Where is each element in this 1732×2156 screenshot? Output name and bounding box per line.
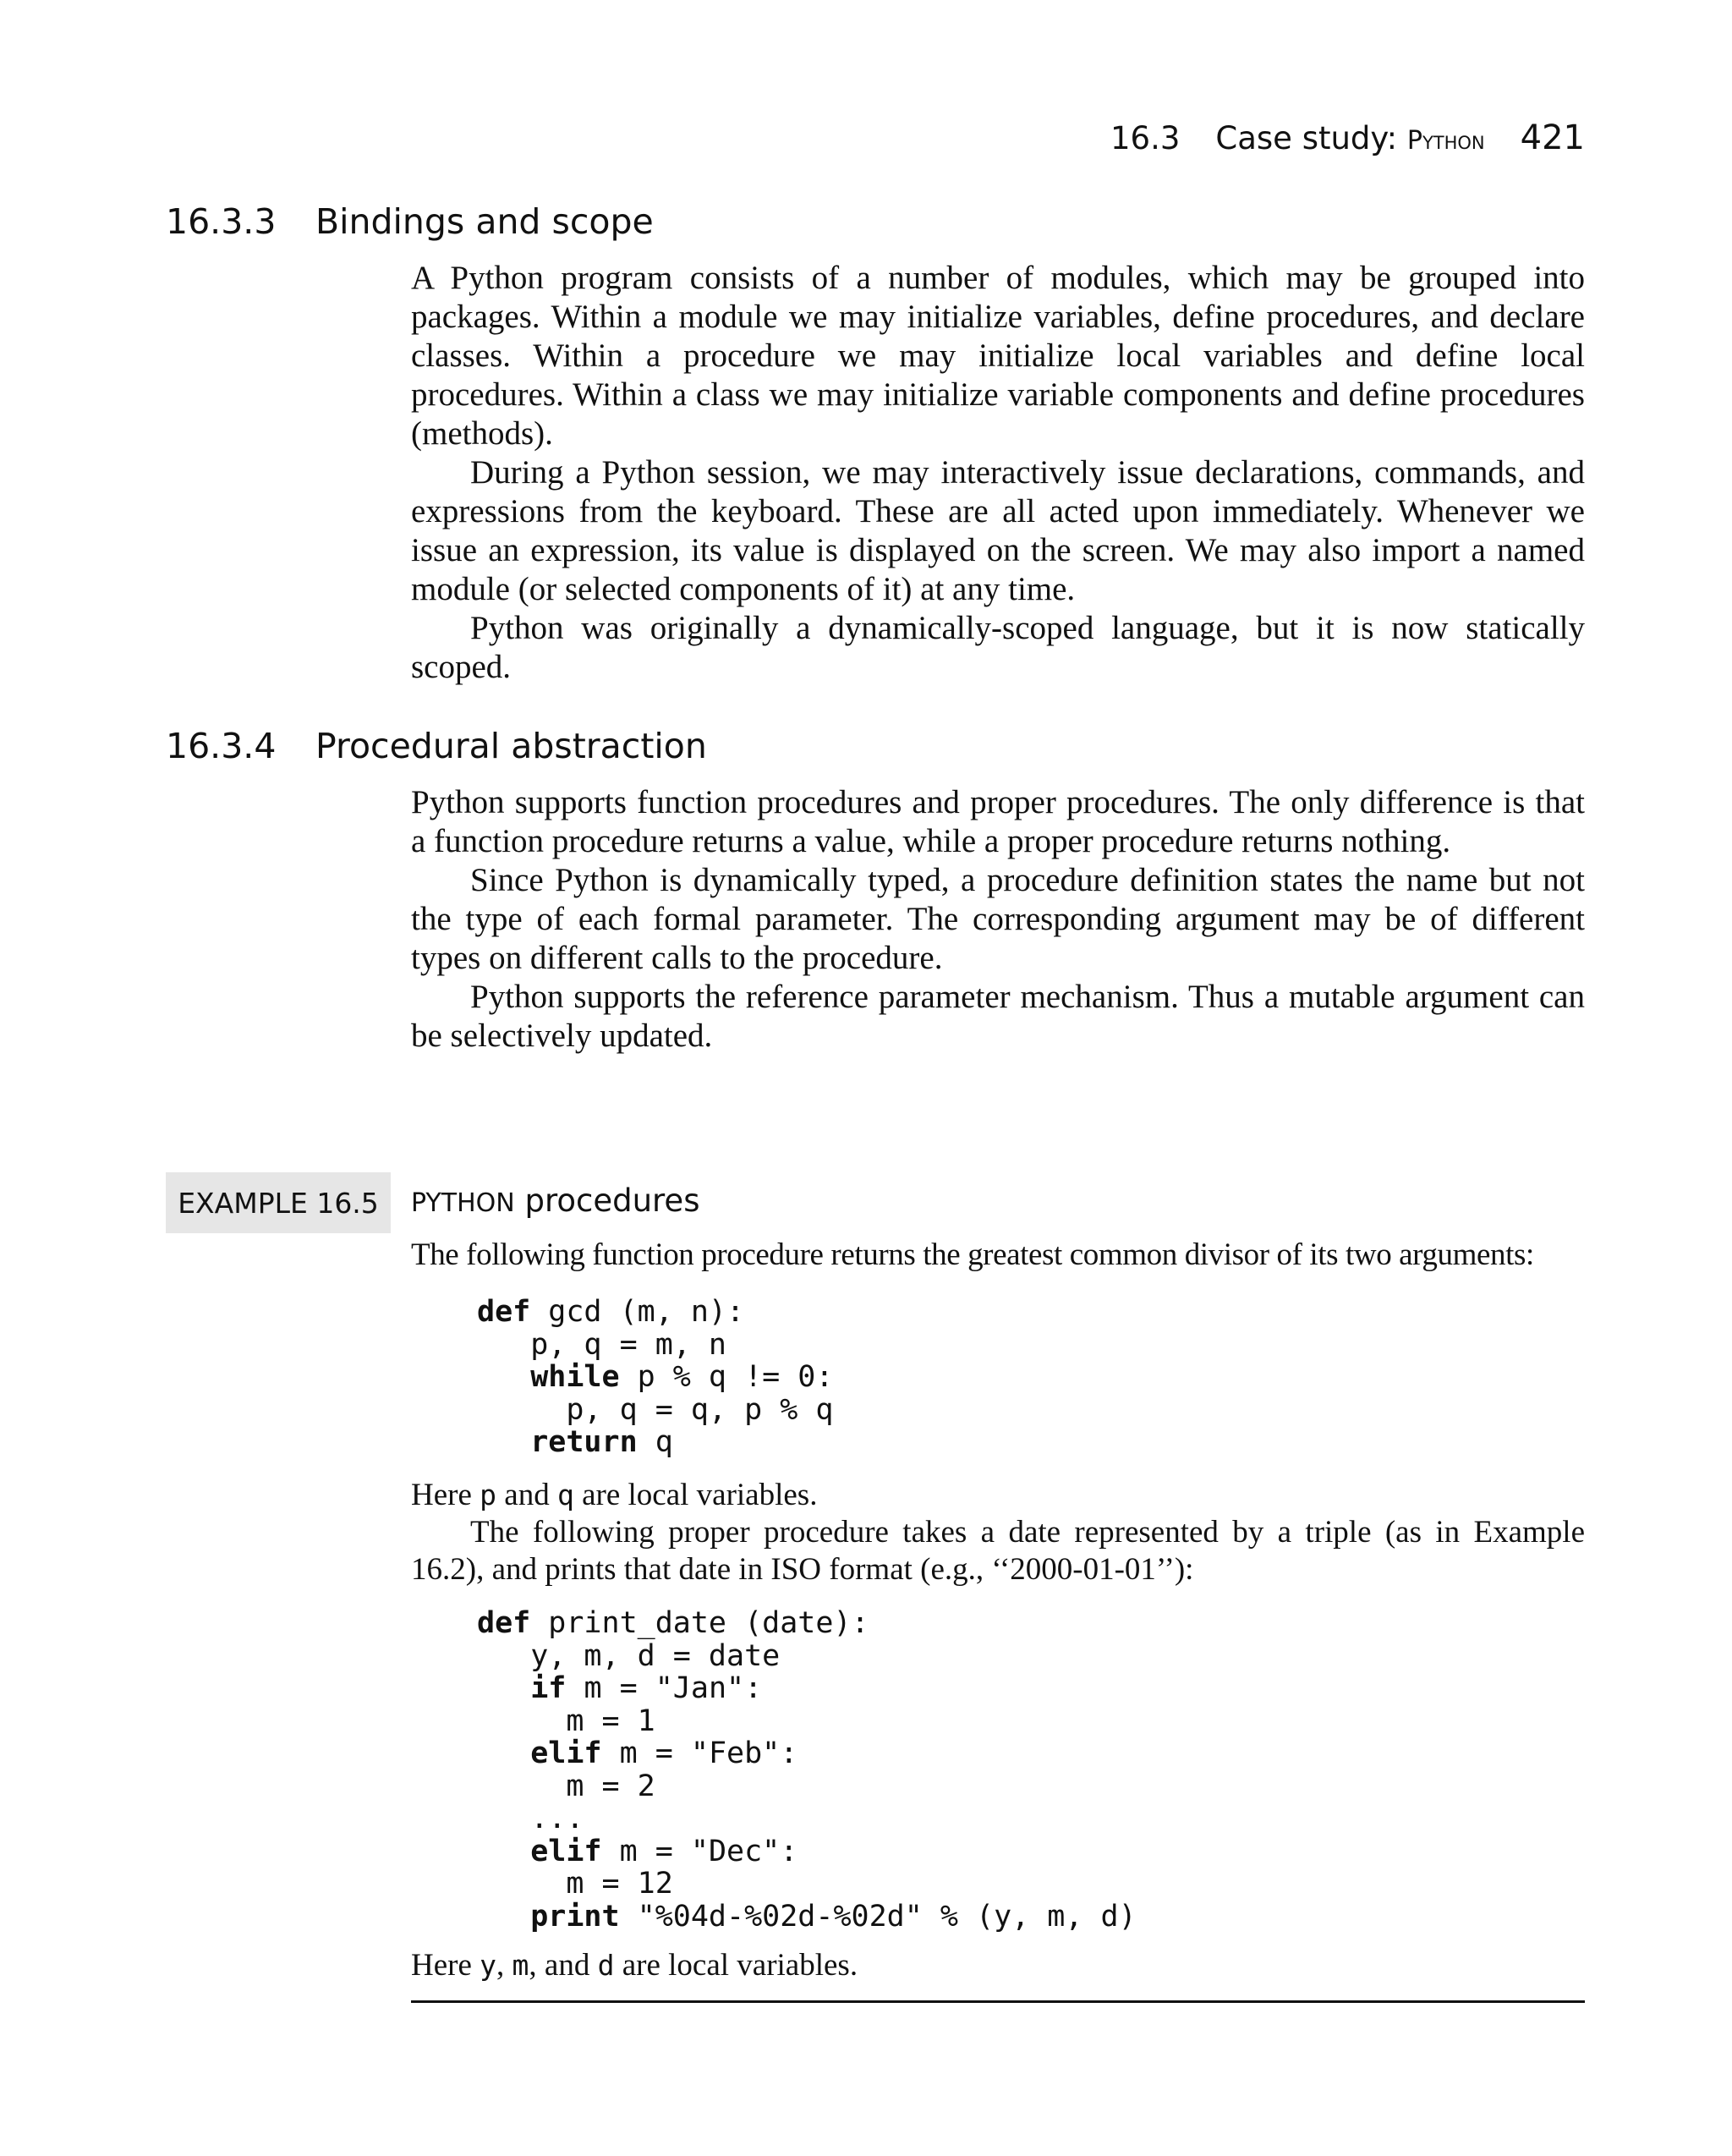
code-keyword: if	[530, 1671, 567, 1705]
paragraph: Here p and q are local variables.	[411, 1478, 818, 1512]
header-title: Case study: Python	[1215, 120, 1485, 156]
example-intro: The following function procedure returns the greatest common divisor of its two arguments:	[411, 1237, 1534, 1272]
code-line: p, q = q, p % q	[477, 1392, 834, 1427]
code-line: while p % q != 0:	[530, 1360, 834, 1394]
section-body	[411, 259, 1585, 687]
code-line: y, m, d = date	[477, 1638, 781, 1673]
code-line: def print_date (date):	[477, 1606, 869, 1640]
code-line: m = 12	[477, 1867, 673, 1901]
code-line: if m = "Jan":	[530, 1671, 763, 1705]
example-label: EXAMPLE 16.5	[166, 1172, 391, 1233]
code-line: print "%04d-%02d-%02d" % (y, m, d)	[530, 1899, 1137, 1934]
code-line: return q	[530, 1425, 673, 1459]
header-section-number: 16.3	[1110, 120, 1181, 156]
paragraph: Python was originally a dynamically-scoped language, but it is now statically scoped.	[411, 610, 1585, 685]
paragraph: Python supports the reference parameter mechanism. Thus a mutable argument can be selectively updated.	[411, 979, 1585, 1054]
code-keyword: while	[530, 1360, 620, 1394]
paragraph: A Python program consists of a number of modules, which may be grouped into packages. Within a module we may initialize variables, define procedures, and declare classes. Within a procedure we may initialize local variables and define local procedures. Within a class we may initialize variable components and define procedures (methods).	[411, 260, 1585, 452]
code-line: m = 1	[477, 1703, 655, 1738]
section-heading: Procedural abstraction	[315, 726, 707, 766]
running-header	[1110, 118, 1585, 157]
code-block-print-date	[477, 1607, 1137, 1933]
paragraph: Since Python is dynamically typed, a procedure definition states the name but not the type of each formal parameter. The corresponding argument may be of different types on different calls to the procedure.	[411, 862, 1585, 976]
example-title: PYTHON procedures	[411, 1182, 700, 1219]
code-line: elif m = "Feb":	[530, 1736, 798, 1770]
code-line: p, q = m, n	[477, 1327, 727, 1362]
code-keyword: print	[530, 1899, 620, 1934]
code-keyword: elif	[530, 1736, 602, 1770]
page-number: 421	[1520, 118, 1585, 157]
code-block-gcd	[477, 1296, 833, 1459]
paragraph: Here y, m, and d are local variables.	[411, 1948, 858, 1983]
section-heading: Bindings and scope	[315, 201, 654, 242]
example-end-rule	[411, 2000, 1585, 2003]
code-line: ...	[477, 1802, 584, 1835]
paragraph: The following proper procedure takes a date represented by a triple (as in Example 16.2), and prints that date in ISO format (e.g., ‘‘2000-01-01’’):	[411, 1515, 1585, 1587]
example-text	[411, 1477, 1585, 1588]
code-keyword: elif	[530, 1834, 602, 1868]
code-keyword: def	[477, 1606, 531, 1640]
example-text	[411, 1947, 1585, 1984]
code-keyword: return	[530, 1425, 638, 1459]
paragraph: During a Python session, we may interactively issue declarations, commands, and expressions from the keyboard. These are all acted upon immediately. Whenever we issue an expression, its value is displayed on the screen. We may also import a named module (or selected components of it) at any time.	[411, 454, 1585, 607]
section-body	[411, 783, 1585, 1056]
code-keyword: def	[477, 1295, 531, 1329]
code-line: m = 2	[477, 1769, 655, 1803]
section-number: 16.3.4	[166, 726, 277, 766]
code-line: elif m = "Dec":	[530, 1834, 798, 1868]
section-number: 16.3.3	[166, 201, 277, 242]
code-line: def gcd (m, n):	[477, 1295, 745, 1329]
paragraph: Python supports function procedures and proper procedures. The only difference is that a function procedure returns a value, while a proper procedure returns nothing.	[411, 784, 1585, 859]
